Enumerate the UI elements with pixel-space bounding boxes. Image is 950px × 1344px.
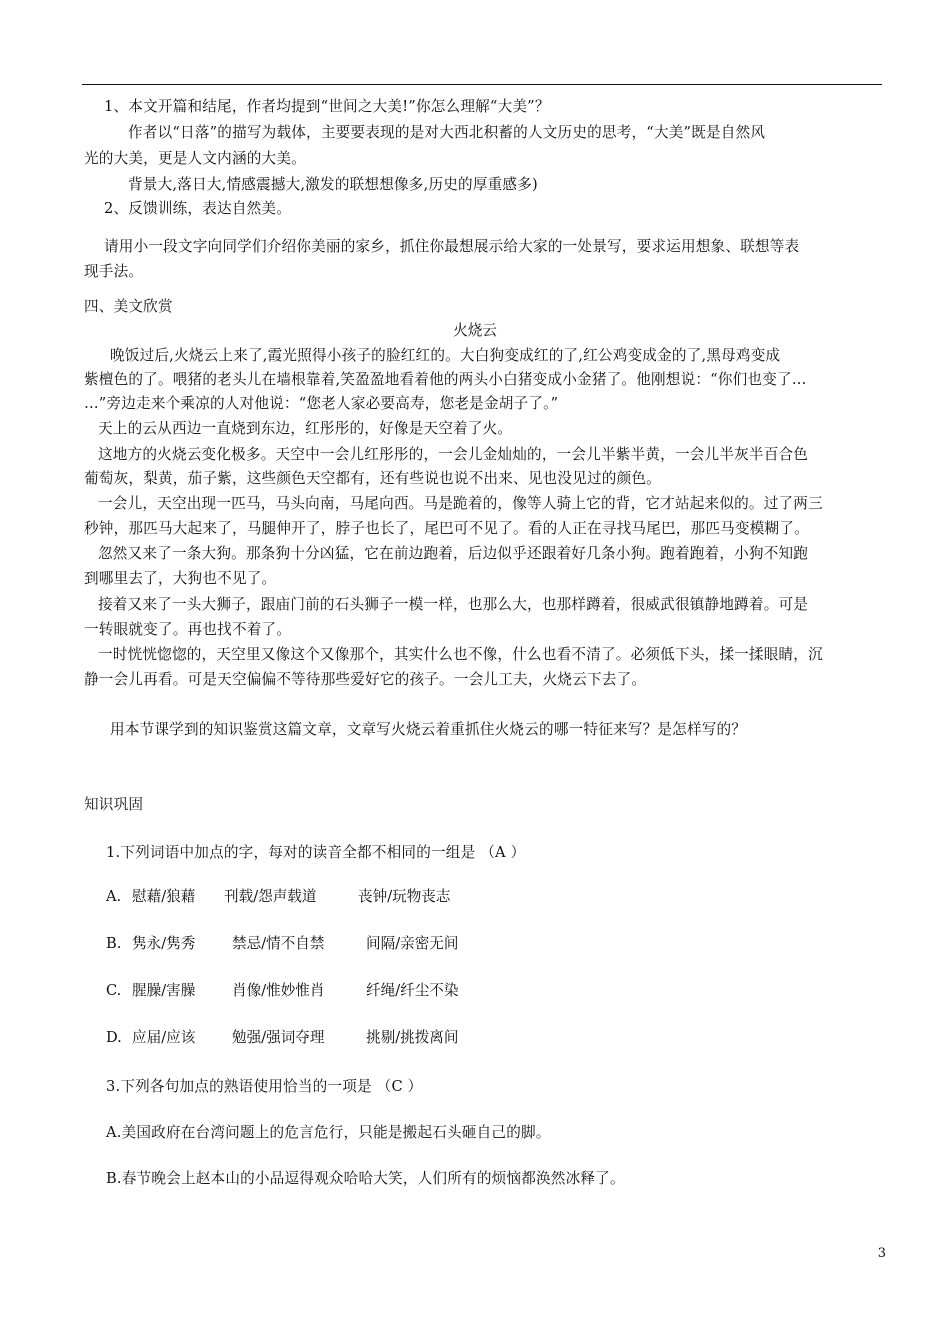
essay-line: 到哪里去了，大狗也不见了。 xyxy=(84,570,277,587)
essay-line: …”旁边走来个乘凉的人对他说：“您老人家必要高寿，您老是金胡子了。” xyxy=(84,395,559,412)
appreciation-question: 用本节课学到的知识鉴赏这篇文章，文章写火烧云着重抓住火烧云的哪一特征来写？是怎样写的？ xyxy=(110,721,747,738)
essay-line: 这地方的火烧云变化极多。天空中一会儿红彤彤的，一会儿金灿灿的，一会儿半紫半黄，一会儿半灰半百合色 xyxy=(98,446,809,463)
mcq-3-option-b: B.春节晚会上赵本山的小品逗得观众哈哈大笑，人们所有的烦恼都涣然冰释了。 xyxy=(106,1170,625,1187)
essay-line: 葡萄灰，梨黄，茄子紫，这些颜色天空都有，还有些说也说不出来、见也没见过的颜色。 xyxy=(84,470,661,487)
essay-title: 火烧云 xyxy=(453,322,497,339)
essay-line: 忽然又来了一条大狗。那条狗十分凶猛，它在前边跑着，后边似乎还跟着好几条小狗。跑着跑着，小狗不知跑 xyxy=(98,545,809,562)
essay-line: 一时恍恍惚惚的，天空里又像这个又像那个，其实什么也不像，什么也看不清了。必须低下头，揉一揉眼睛，沉 xyxy=(98,646,823,663)
task-line-2: 现手法。 xyxy=(84,263,144,280)
mcq-1-option-b: B. 隽永/隽秀 禁忌/情不自禁 间隔/亲密无间 xyxy=(106,935,459,952)
essay-line: 一会儿，天空出现一匹马，马头向南，马尾向西。马是跪着的，像等人骑上它的背，它才站起来似的。过了两三 xyxy=(98,495,823,512)
answer-1-line-2: 光的大美，更是人文内涵的大美。 xyxy=(84,150,306,167)
essay-line: 秒钟，那匹马大起来了，马腿伸开了，脖子也长了，尾巴可不见了。看的人正在寻找马尾巴，那匹马变模糊了。 xyxy=(84,520,809,537)
essay-line: 晚饭过后,火烧云上来了,霞光照得小孩子的脸红红的。大白狗变成红的了,红公鸡变成金的了,黑母鸡变成 xyxy=(110,347,781,364)
question-2: 2、反馈训练，表达自然美。 xyxy=(104,200,292,217)
essay-line: 静一会儿再看。可是天空偏偏不等待那些爱好它的孩子。一会儿工夫，火烧云下去了。 xyxy=(84,671,647,688)
mcq-1-stem: 1.下列词语中加点的字，每对的读音全都不相同的一组是 （A ） xyxy=(106,844,526,861)
section-heading: 四、美文欣赏 xyxy=(84,298,173,315)
mcq-1-option-d: D. 应届/应该 勉强/强词夺理 挑剔/挑拨离间 xyxy=(106,1029,459,1046)
mcq-1-option-a: A. 慰藉/狼藉 刊载/怨声载道 丧钟/玩物丧志 xyxy=(106,888,451,905)
question-1: 1、本文开篇和结尾，作者均提到“世间之大美!”你怎么理解“大美”？ xyxy=(104,98,550,115)
mcq-3-option-a: A.美国政府在台湾问题上的危言危行，只能是搬起石头砸自己的脚。 xyxy=(106,1124,551,1141)
consolidation-heading: 知识巩固 xyxy=(84,796,144,813)
essay-line: 接着又来了一头大狮子，跟庙门前的石头狮子一模一样，也那么大，也那样蹲着，很威武很镇静地蹲着。可是 xyxy=(98,596,809,613)
essay-line: 紫檀色的了。喂猪的老头儿在墙根靠着,笑盈盈地看着他的两头小白猪变成小金猪了。他刚想说：“你们也变了… xyxy=(84,371,807,388)
answer-1-line-1: 作者以“日落”的描写为载体，主要要表现的是对大西北积蓄的人文历史的思考，“大美”既是自然风 xyxy=(128,124,766,141)
mcq-1-option-c: C. 腥臊/害臊 肖像/惟妙惟肖 纤绳/纤尘不染 xyxy=(106,982,459,999)
task-line-1: 请用小一段文字向同学们介绍你美丽的家乡，抓住你最想展示给大家的一处景写，要求运用想象、联想等表 xyxy=(104,238,800,255)
page-number: 3 xyxy=(877,1246,886,1261)
header-rule xyxy=(82,84,882,85)
essay-line: 天上的云从西边一直烧到东边，红彤彤的，好像是天空着了火。 xyxy=(98,420,513,437)
mcq-3-stem: 3.下列各句加点的熟语使用恰当的一项是 （C ） xyxy=(106,1078,423,1095)
essay-line: 一转眼就变了。再也找不着了。 xyxy=(84,621,292,638)
answer-1-line-3: 背景大,落日大,情感震撼大,激发的联想想像多,历史的厚重感多) xyxy=(128,176,538,193)
